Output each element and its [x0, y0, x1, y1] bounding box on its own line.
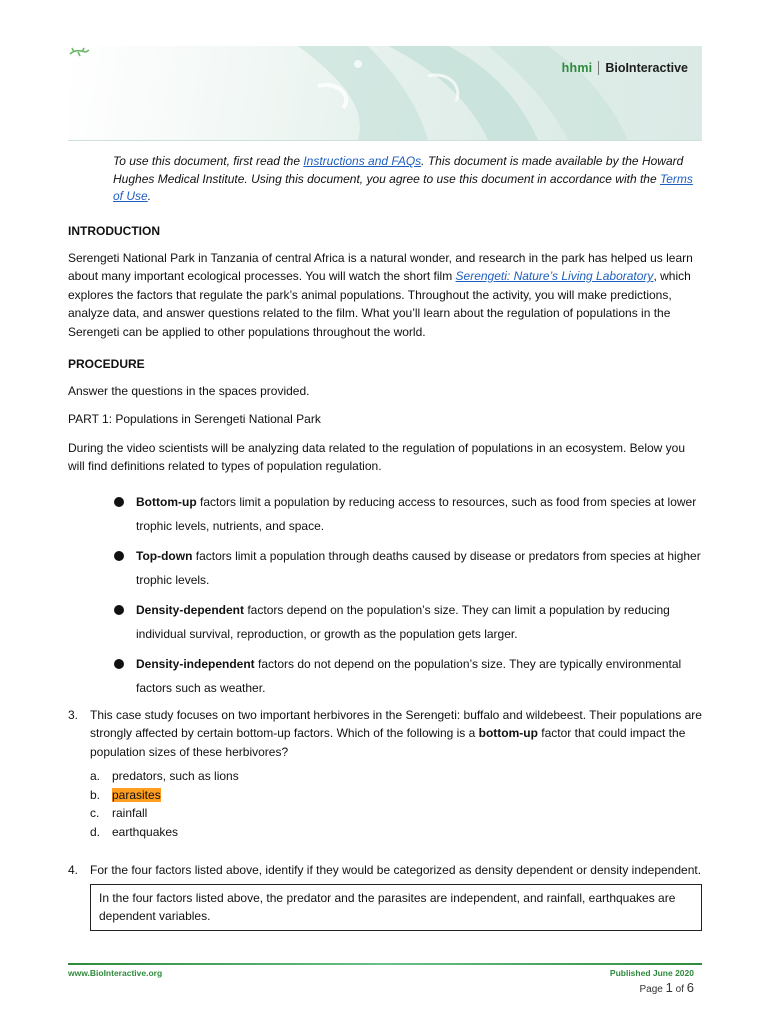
introduction-text-2: , which explores the factors that regulate the park’s animal populations. Throughout the activity, you will make predictions, analyze data, and answer questions related to the film. What you’ll learn about the regulation of populations in the Serengeti can be applied to other populations throughout the world.: [68, 269, 691, 339]
option-b[interactable]: [90, 786, 702, 805]
definition-term: Top-down: [136, 548, 193, 563]
document-body: [68, 222, 702, 931]
usage-note-text-3: .: [147, 189, 152, 203]
brand-divider: [598, 61, 599, 75]
definition-term: Density-independent: [136, 656, 255, 671]
instructions-faqs-link[interactable]: Instructions and FAQs: [303, 154, 422, 168]
question-3-text: [90, 706, 702, 762]
option-letter: c.: [90, 806, 100, 820]
question-4-text: For the four factors listed above, identify if they would be categorized as density dependent or density independent.: [90, 863, 702, 877]
list-item: [114, 490, 702, 538]
list-item: [114, 544, 702, 592]
question-number: 3.: [68, 707, 79, 722]
procedure-heading: PROCEDURE: [68, 357, 145, 371]
answer-box[interactable]: In the four factors listed above, the predator and the parasites are independent, and rainfall, earthquakes are dependent variables.: [90, 884, 702, 931]
footer-rule: [68, 963, 702, 965]
definition-term: Bottom-up: [136, 494, 197, 509]
introduction-heading: INTRODUCTION: [68, 224, 160, 238]
definition-text: factors depend on the population’s size. They can limit a population by reducing individual survival, reproduction, or growth as the population gets larger.: [136, 602, 670, 641]
brand-hhmi: hhmi: [561, 61, 593, 75]
bullet-icon: [114, 497, 124, 507]
question-4: [68, 861, 702, 931]
question-3-options: [90, 767, 702, 841]
question-3: [68, 706, 702, 842]
definition-term: Density-dependent: [136, 602, 245, 617]
question-3-text-1: This case study focuses on two important herbivores in the Serengeti: buffalo and wildebeest. Their populations are strongly affected by certain bottom-up factors. Which of the following is a: [90, 707, 702, 740]
option-letter: d.: [90, 824, 101, 839]
brand-biointeractive: BioInteractive: [605, 61, 688, 75]
header-banner: [68, 46, 702, 141]
option-letter: b.: [90, 787, 101, 802]
introduction-text-1: Serengeti National Park in Tanzania of central Africa is a natural wonder, and research in the park has helped us learn about many important ecological processes. You will watch the short film: [68, 250, 693, 283]
option-letter: a.: [90, 769, 101, 783]
definition-text: factors do not depend on the population’s size. They are typically environmental factors such as weather.: [136, 656, 682, 695]
bullet-icon: [114, 605, 124, 615]
page-indicator: [639, 980, 694, 995]
selected-option-text: parasites: [112, 787, 161, 802]
bullet-icon: [114, 659, 124, 669]
question-3-bold: bottom-up: [478, 726, 538, 740]
procedure-instruction: Answer the questions in the spaces provided.: [68, 383, 310, 398]
footer-published-date: Published June 2020: [609, 968, 694, 978]
usage-note: [113, 153, 703, 206]
option-text: earthquakes: [112, 824, 179, 839]
gecko-logo-icon: [68, 46, 90, 58]
part-title: PART 1: Populations in Serengeti National Park: [68, 412, 321, 426]
bullet-icon: [114, 551, 124, 561]
page-number: 1: [665, 980, 673, 995]
page-total: 6: [686, 980, 694, 995]
option-d[interactable]: [90, 823, 702, 842]
list-item: [114, 652, 702, 700]
option-text: rainfall: [112, 806, 148, 820]
film-link[interactable]: Serengeti: Nature’s Living Laboratory: [455, 269, 654, 283]
page-of: of: [672, 984, 687, 995]
question-number: 4.: [68, 863, 79, 877]
terms-of-use-link[interactable]: Terms of Use: [113, 171, 693, 203]
option-a[interactable]: [90, 767, 702, 786]
procedure-lead: During the video scientists will be analyzing data related to the regulation of populations in an ecosystem. Below you will find definitions related to types of population regulation.: [68, 440, 686, 473]
option-c[interactable]: [90, 804, 702, 823]
definition-text: factors limit a population by reducing access to resources, such as food from species at lower trophic levels, nutrients, and space.: [136, 494, 697, 533]
question-3-text-2: factor that could impact the population sizes of these herbivores?: [90, 726, 686, 759]
introduction-paragraph: [68, 249, 702, 342]
definition-text: factors limit a population through deaths caused by disease or predators from species at higher trophic levels.: [136, 548, 701, 587]
list-item: [114, 598, 702, 646]
page-footer: [68, 963, 702, 995]
page-prefix: Page: [639, 984, 666, 995]
usage-note-text-2: . This document is made available by the Howard Hughes Medical Institute. Using this document, you agree to use this document in accordance with the: [113, 154, 684, 186]
definitions-list: [68, 490, 702, 700]
footer-website-link[interactable]: www.BioInteractive.org: [68, 968, 163, 978]
usage-note-text-1: To use this document, first read the: [113, 154, 304, 168]
brand-logo[interactable]: [562, 61, 688, 75]
option-text: predators, such as lions: [112, 769, 239, 783]
